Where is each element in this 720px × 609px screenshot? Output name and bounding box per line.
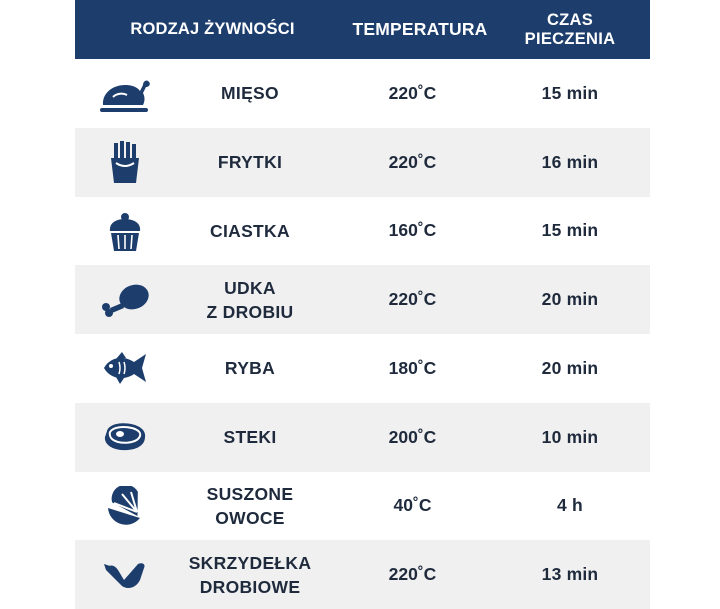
food-name-line2: DROBIOWE <box>199 576 301 597</box>
food-name-line2: Z DROBIU <box>206 301 294 322</box>
table-row <box>75 128 650 197</box>
citrus-slice-icon <box>75 486 175 526</box>
food-name <box>175 81 325 105</box>
header-baking-time <box>490 11 650 49</box>
food-name-line1: STEKI <box>223 427 277 448</box>
temperature-value: 180˚C <box>388 357 437 378</box>
temperature-value: 40˚C <box>393 495 432 516</box>
header-food-type: RODZAJ ŻYWNOŚCI <box>130 20 295 39</box>
time-value: 4 h <box>557 495 583 516</box>
food-name <box>175 150 325 174</box>
food-name-line1: RYBA <box>224 358 276 379</box>
time-value: 20 min <box>541 289 599 310</box>
table-row <box>75 334 650 403</box>
food-name-line1: MIĘSO <box>221 83 279 104</box>
fish-icon <box>75 352 175 384</box>
temperature-value: 220˚C <box>388 82 437 103</box>
cooking-table <box>75 0 650 609</box>
temperature-value: 220˚C <box>388 151 437 172</box>
food-name-line1: FRYTKI <box>217 152 283 173</box>
roast-chicken-icon <box>75 71 175 115</box>
temperature-value: 220˚C <box>388 289 437 310</box>
time-value: 15 min <box>541 82 599 103</box>
food-name <box>175 219 325 243</box>
table-row <box>75 472 650 541</box>
chicken-wing-icon <box>75 560 175 590</box>
steak-icon <box>75 421 175 453</box>
time-value: 16 min <box>541 151 599 172</box>
drumstick-icon <box>75 283 175 317</box>
temperature-value: 200˚C <box>388 426 437 447</box>
cupcake-icon <box>75 211 175 251</box>
table-row <box>75 197 650 266</box>
table-row <box>75 540 650 609</box>
time-value: 20 min <box>541 357 599 378</box>
food-name <box>175 276 325 324</box>
time-value: 13 min <box>541 564 599 585</box>
time-value: 15 min <box>541 220 599 241</box>
temperature-value: 160˚C <box>388 220 437 241</box>
food-name <box>175 482 325 530</box>
temperature-value: 220˚C <box>388 564 437 585</box>
food-name-line1: CIASTKA <box>210 220 290 241</box>
food-name-line2: OWOCE <box>215 507 285 528</box>
food-name <box>175 425 325 449</box>
time-value: 10 min <box>541 426 599 447</box>
food-name <box>175 551 325 599</box>
header-time-line2: PIECZENIA <box>524 29 616 48</box>
fries-icon <box>75 141 175 183</box>
food-name-line1: SKRZYDEŁKA <box>188 552 312 573</box>
table-row <box>75 59 650 128</box>
table-row <box>75 265 650 334</box>
table-row <box>75 403 650 472</box>
header-time-line1: CZAS <box>546 10 594 29</box>
food-name <box>175 356 325 380</box>
food-name-line1: UDKA <box>224 277 276 298</box>
table-header <box>75 0 650 59</box>
food-name-line1: SUSZONE <box>206 483 294 504</box>
header-temperature: TEMPERATURA <box>352 19 488 40</box>
